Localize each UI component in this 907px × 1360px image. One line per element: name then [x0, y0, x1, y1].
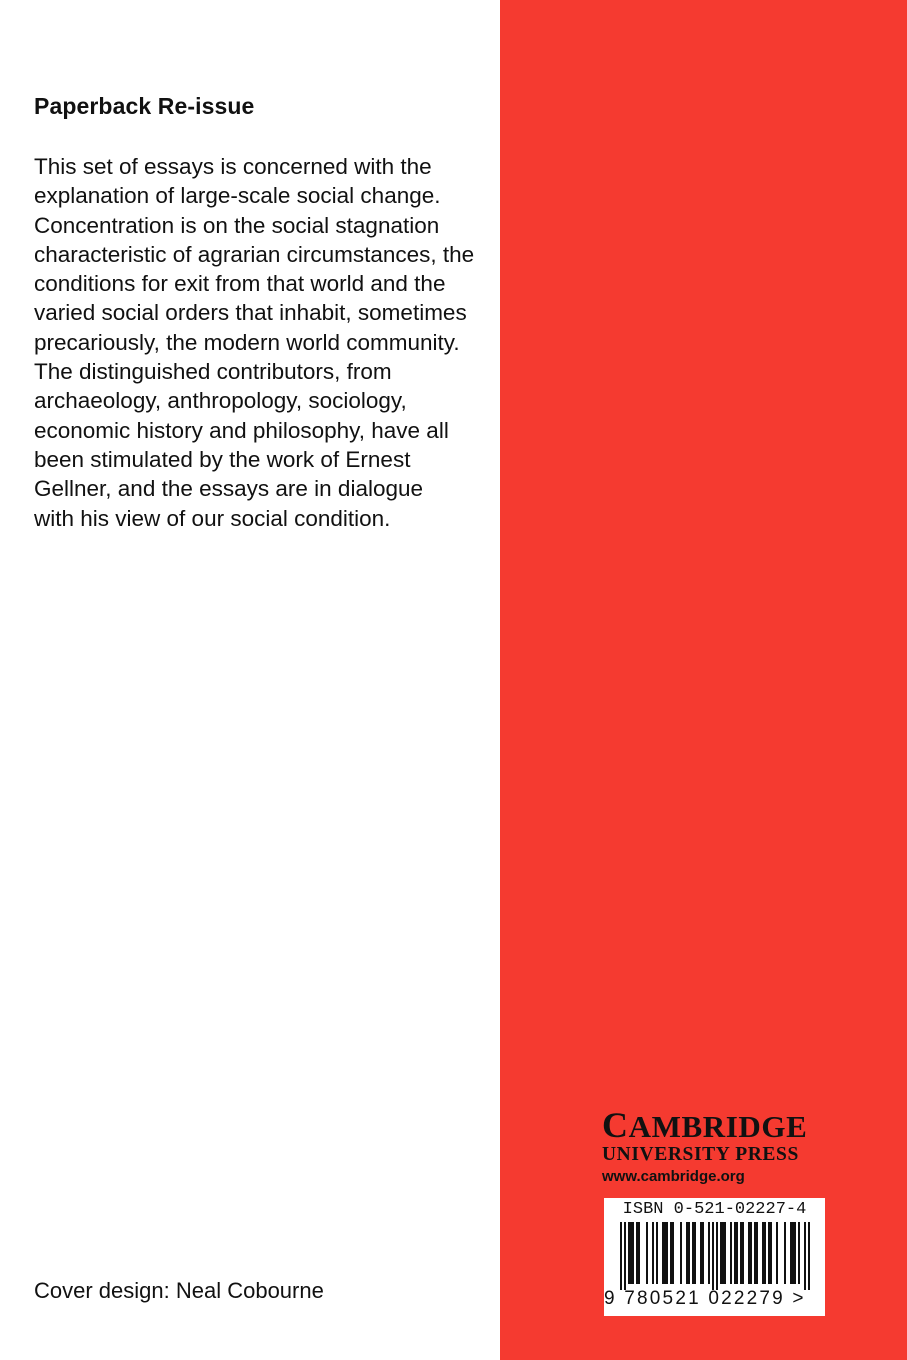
barcode-bar [692, 1222, 694, 1284]
description-line: been stimulated by the work of Ernest [34, 446, 411, 472]
barcode-bar [762, 1222, 764, 1284]
barcode-bar [670, 1222, 672, 1284]
barcode-bar [646, 1222, 648, 1284]
barcode-bar [784, 1222, 786, 1284]
barcode-bar [724, 1222, 726, 1284]
barcode-bar [656, 1222, 658, 1284]
book-description [34, 152, 484, 533]
barcode-bar [730, 1222, 732, 1284]
barcode-bar [672, 1222, 674, 1284]
barcode-bar [666, 1222, 668, 1284]
reissue-heading: Paperback Re-issue [34, 93, 255, 119]
barcode-bar [768, 1222, 770, 1284]
description-line: This set of essays is concerned with the [34, 154, 432, 179]
barcode-bar [694, 1222, 696, 1284]
isbn-barcode [604, 1198, 825, 1316]
barcode-bar [680, 1222, 682, 1284]
barcode-bars [612, 1222, 817, 1290]
publisher-name [602, 1105, 832, 1145]
publisher-subtitle: UNIVERSITY PRESS [602, 1144, 799, 1165]
barcode-bar [686, 1222, 688, 1284]
publisher-website: www.cambridge.org [602, 1168, 745, 1185]
barcode-bar [716, 1222, 718, 1290]
publisher-logo [602, 1105, 832, 1188]
barcode-bar [664, 1222, 666, 1284]
barcode-bar [748, 1222, 750, 1284]
description-line: Gellner, and the essays are in dialogue [34, 476, 424, 502]
description-line: economic history and philosophy, have all [34, 417, 449, 443]
barcode-bar [790, 1222, 792, 1284]
description-line: with his view of our social condition. [34, 505, 391, 531]
barcode-bar [764, 1222, 766, 1284]
barcode-bar [620, 1222, 622, 1290]
barcode-bar [700, 1222, 702, 1284]
barcode-bar [792, 1222, 794, 1284]
barcode-bar [720, 1222, 722, 1284]
barcode-bar [702, 1222, 704, 1284]
description-line: The distinguished contributors, from [34, 359, 392, 385]
barcode-bar [776, 1222, 778, 1284]
barcode-digits: 9 780521 022279 > [604, 1288, 806, 1309]
description-line: archaeology, anthropology, sociology, [34, 388, 407, 414]
publisher-name-initial: C [602, 1105, 629, 1145]
barcode-bar [712, 1222, 714, 1290]
barcode-bar [808, 1222, 810, 1290]
barcode-bar [708, 1222, 710, 1284]
description-line: characteristic of agrarian circumstances, the [34, 241, 475, 267]
barcode-bar [632, 1222, 634, 1284]
barcode-bar [736, 1222, 738, 1284]
description-line: explanation of large-scale social change. [34, 183, 441, 209]
barcode-bar [740, 1222, 742, 1284]
barcode-bar [754, 1222, 756, 1284]
barcode-bar [624, 1222, 626, 1290]
barcode-bar [638, 1222, 640, 1284]
cover-design-credit: Cover design: Neal Cobourne [34, 1278, 324, 1303]
description-line: conditions for exit from that world and the [34, 271, 446, 297]
barcode-bar [662, 1222, 664, 1284]
barcode-bar [742, 1222, 744, 1284]
description-line: precariously, the modern world community. [34, 329, 460, 355]
barcode-bar [734, 1222, 736, 1284]
description-line: varied social orders that inhabit, sometimes [34, 300, 467, 326]
isbn-number: ISBN 0-521-02227-4 [622, 1200, 807, 1219]
publisher-name-rest: AMBRIDGE [628, 1109, 808, 1144]
description-line: Concentration is on the social stagnation [34, 212, 440, 238]
barcode-bar [628, 1222, 630, 1284]
barcode-bar [770, 1222, 772, 1284]
barcode-bar [804, 1222, 806, 1290]
barcode-bar [630, 1222, 632, 1284]
barcode-bar [688, 1222, 690, 1284]
barcode-bar [750, 1222, 752, 1284]
barcode-bar [636, 1222, 638, 1284]
barcode-bar [722, 1222, 724, 1284]
barcode-bar [794, 1222, 796, 1284]
barcode-bar [798, 1222, 800, 1284]
barcode-bar [652, 1222, 654, 1284]
barcode-bar [756, 1222, 758, 1284]
